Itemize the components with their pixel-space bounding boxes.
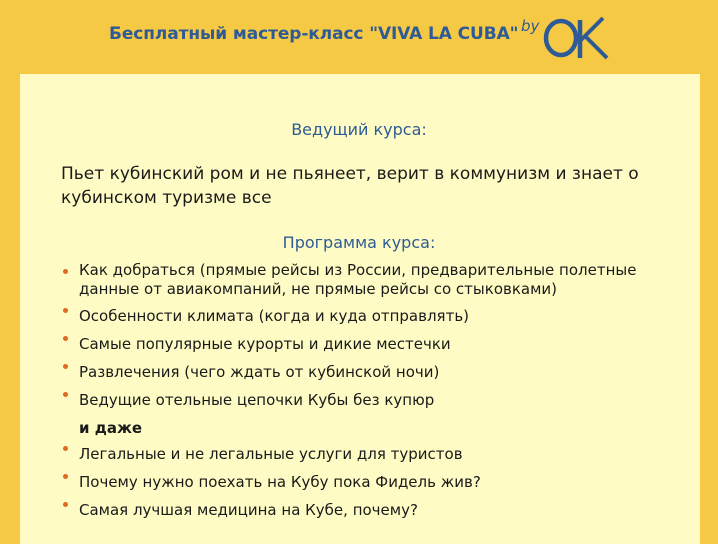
bullet-icon [63, 474, 68, 479]
bullet-icon [63, 336, 68, 341]
bullet-icon [63, 269, 68, 274]
bullet-icon [63, 364, 68, 369]
program-item: Развлечения (чего ждать от кубинской ночи) [79, 363, 440, 381]
program-separator: и даже [79, 419, 143, 437]
program-item: Легальные и не легальные услуги для туристов [79, 445, 463, 463]
program-item: Самые популярные курорты и дикие местечки [79, 335, 451, 353]
program-item: Почему нужно поехать на Кубу пока Фидель жив? [79, 473, 481, 491]
program-item: Как добраться (прямые рейсы из России, предварительные полетные данные от авиакомпаний, не прямые рейсы со стыковками) [79, 261, 637, 298]
bullet-icon [63, 502, 68, 507]
program-item: Ведущие отельные цепочки Кубы без купюр [79, 391, 435, 409]
program-item: Самая лучшая медицина на Кубе, почему? [79, 501, 418, 519]
bullet-icon [63, 446, 68, 451]
bullet-icon [63, 308, 68, 313]
page-title: Бесплатный мастер-класс "VIVA LA CUBA" [109, 24, 519, 44]
bullet-icon [63, 392, 68, 397]
program-heading: Программа курса: [282, 233, 436, 252]
by-label: by [521, 17, 540, 35]
host-heading: Ведущий курса: [291, 120, 427, 139]
program-item: Особенности климата (когда и куда отправлять) [79, 307, 470, 325]
ok-logo [541, 14, 613, 60]
host-description: Пьет кубинский ром и не пьянеет, верит в коммунизм и знает о кубинском туризме все [61, 164, 639, 208]
header [0, 0, 718, 72]
